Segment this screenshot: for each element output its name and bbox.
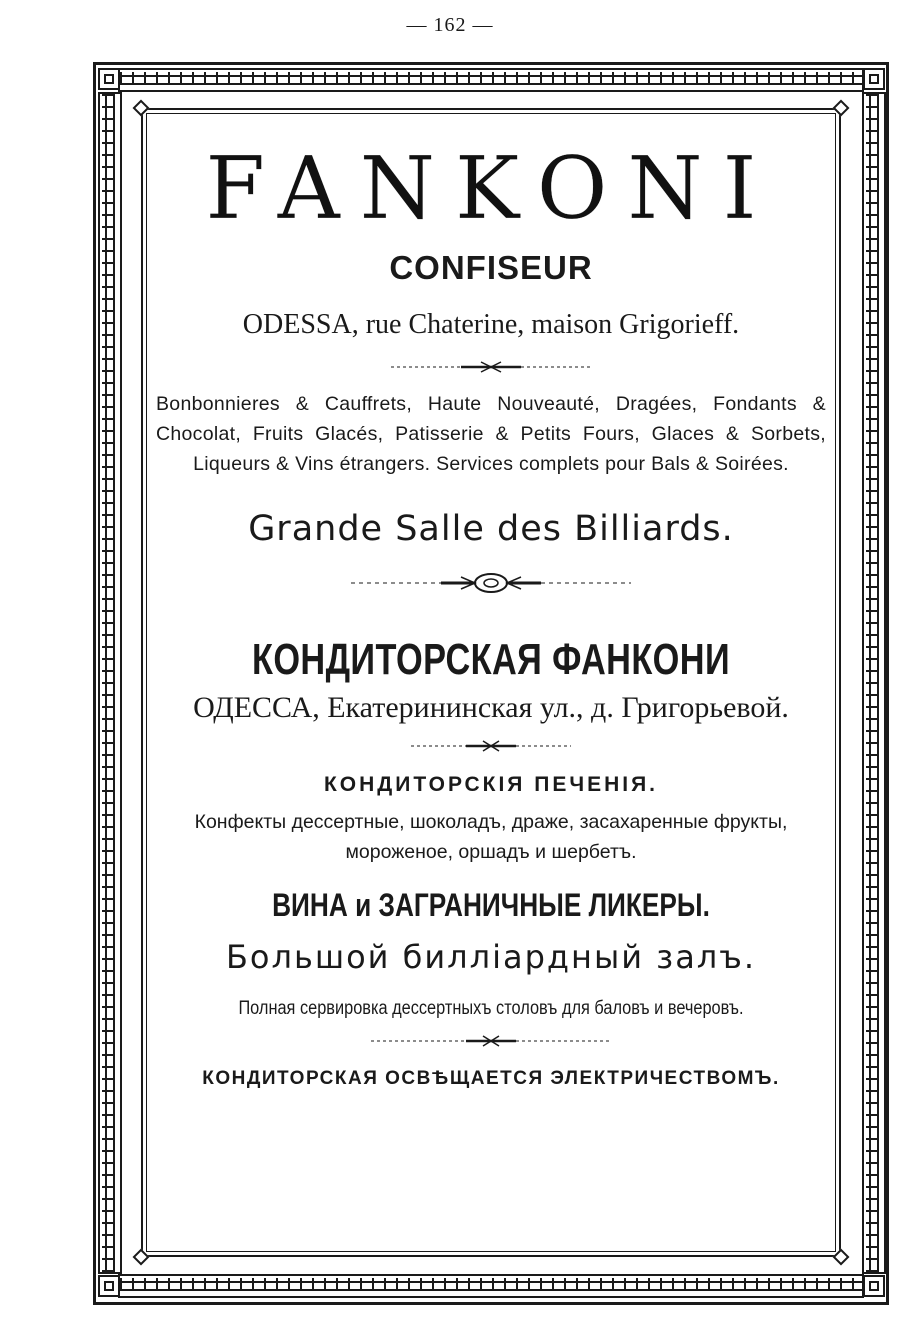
heading-confectionery: КОНДИТОРСКІЯ ПЕЧЕНІЯ. (323, 773, 659, 796)
corner-ornament-top-right (863, 68, 885, 90)
corner-ornament-bottom-left (98, 1275, 120, 1297)
address-russian: ОДЕССА, Екатерининская ул., д. Григорьевой. (193, 691, 789, 724)
billiards-russian: Большой билліардный залъ. (225, 938, 757, 976)
products-russian-line-1: Конфекты дессертные, шоколадъ, драже, засахаренные фрукты, (194, 811, 788, 833)
page-number: — 162 — (406, 14, 494, 36)
meander-border-bottom (118, 1274, 864, 1298)
products-russian-line-2: мороженое, оршадъ и шербетъ. (345, 841, 637, 863)
title-russian: КОНДИТОРСКАЯ ФАНКОНИ (251, 635, 731, 684)
products-russian (150, 807, 832, 867)
meander-border-right (862, 92, 886, 1274)
electric-lighting-note: КОНДИТОРСКАЯ ОСВѢЩАЕТСЯ ЭЛЕКТРИЧЕСТВОМЪ. (202, 1068, 780, 1089)
corner-ornament-bottom-right (863, 1275, 885, 1297)
brand-name: FANKONI (205, 139, 777, 239)
products-french: Bonbonnieres & Cauffrets, Haute Nouveauté, Dragées, Fondants & Chocolat, Fruits Glacés, Patisserie & Petits Fours, Glaces & Sorbets, Liqueurs & Vins étrangers. Services complets pour Bals & Soirées. (156, 393, 826, 475)
billiards-french: Grande Salle des Billiards. (248, 509, 734, 549)
meander-border-top (118, 68, 864, 92)
corner-ornament-top-left (98, 68, 120, 90)
subtitle-confiseur: CONFISEUR (389, 249, 593, 286)
meander-border-left (98, 92, 122, 1274)
address-french: ODESSA, rue Chaterine, maison Grigorieff. (242, 309, 740, 340)
wines-russian: ВИНА и ЗАГРАНИЧНЫЕ ЛИКЕРЫ. (272, 887, 710, 923)
advertisement (150, 115, 832, 1090)
service-russian: Полная сервировка дессертныхъ столовъ для баловъ и вечеровъ. (238, 998, 744, 1019)
divider-ornament-4 (150, 1032, 832, 1052)
divider-ornament-2 (150, 571, 832, 591)
divider-ornament-1 (150, 357, 832, 377)
divider-ornament-3 (150, 737, 832, 757)
